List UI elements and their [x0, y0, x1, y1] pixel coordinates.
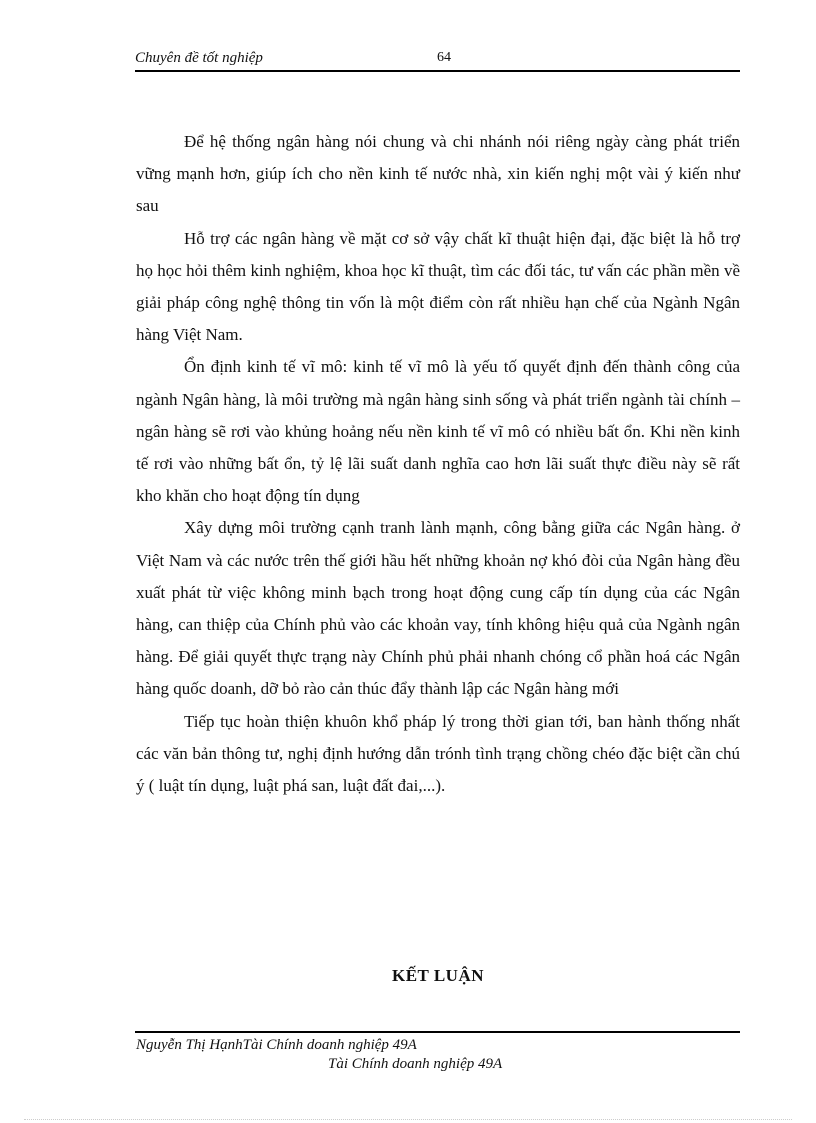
header-title: Chuyên đề tốt nghiệp — [135, 50, 263, 66]
footer-divider — [135, 1031, 740, 1033]
conclusion-heading: KẾT LUẬN — [391, 966, 484, 985]
page-header — [135, 48, 740, 72]
paragraph-technical-support: Hỗ trợ các ngân hàng về mặt cơ sở vậy chất kĩ thuật hiện đại, đặc biệt là hỗ trợ họ học hỏi thêm kinh nghiệm, khoa học kĩ thuật, tìm các đối tác, tư vấn các phần mền về giải pháp công nghệ thông tin vốn là một điểm còn rất nhiều hạn chế của Ngành Ngân hàng Việt Nam. — [136, 228, 740, 345]
footer-author: Nguyễn Thị HạnhTài Chính doanh nghiệp 49A — [136, 1037, 417, 1053]
page-bottom-edge — [24, 1119, 792, 1120]
footer-class: Tài Chính doanh nghiệp 49A — [328, 1056, 503, 1072]
paragraph-intro: Để hệ thống ngân hàng nói chung và chi nhánh nói riêng ngày càng phát triển vững mạnh hơn, giúp ích cho nền kinh tế nước nhà, xin kiến nghị một vài ý kiến như sau — [136, 132, 740, 216]
paragraph-macro-stability: Ổn định kinh tế vĩ mô: kinh tế vĩ mô là yếu tố quyết định đến thành công của ngành Ngân hàng, là môi trường mà ngân hàng sinh sống và phát triển ngành tài chính – ngân hàng sẽ rơi vào khủng hoảng nếu nền kinh tế vĩ mô có nhiều bất ổn. Khi nền kinh tế rơi vào những bất ổn, tỷ lệ lãi suất danh nghĩa cao hơn lãi suất thực điều này sẽ rất kho khăn cho hoạt động tín dụng — [136, 357, 740, 506]
paragraph-legal-framework: Tiếp tục hoàn thiện khuôn khổ pháp lý trong thời gian tới, ban hành thống nhất các văn bản thông tư, nghị định hướng dẫn trónh tình trạng chồng chéo đặc biệt cần chú ý ( luật tín dụng, luật phá san, luật đất đai,...). — [136, 711, 740, 796]
paragraph-competition: Xây dựng môi trường cạnh tranh lành mạnh, công bằng giữa các Ngân hàng. ở Việt Nam và các nước trên thế giới hầu hết những khoản nợ khó đòi của Ngân hàng đều xuất phát từ việc không minh bạch trong hoạt động cung cấp tín dụng của các Ngân hàng, can thiệp của Chính phủ vào các khoản vay, tính không hiệu quả của Ngành ngân hàng. Để giải quyết thực trạng này Chính phủ phải nhanh chóng cổ phần hoá các Ngân hàng quốc doanh, dỡ bỏ rào cản thúc đẩy thành lập các Ngân hàng mới — [136, 518, 740, 699]
page-number: 64 — [437, 50, 451, 65]
body-text — [136, 126, 740, 802]
